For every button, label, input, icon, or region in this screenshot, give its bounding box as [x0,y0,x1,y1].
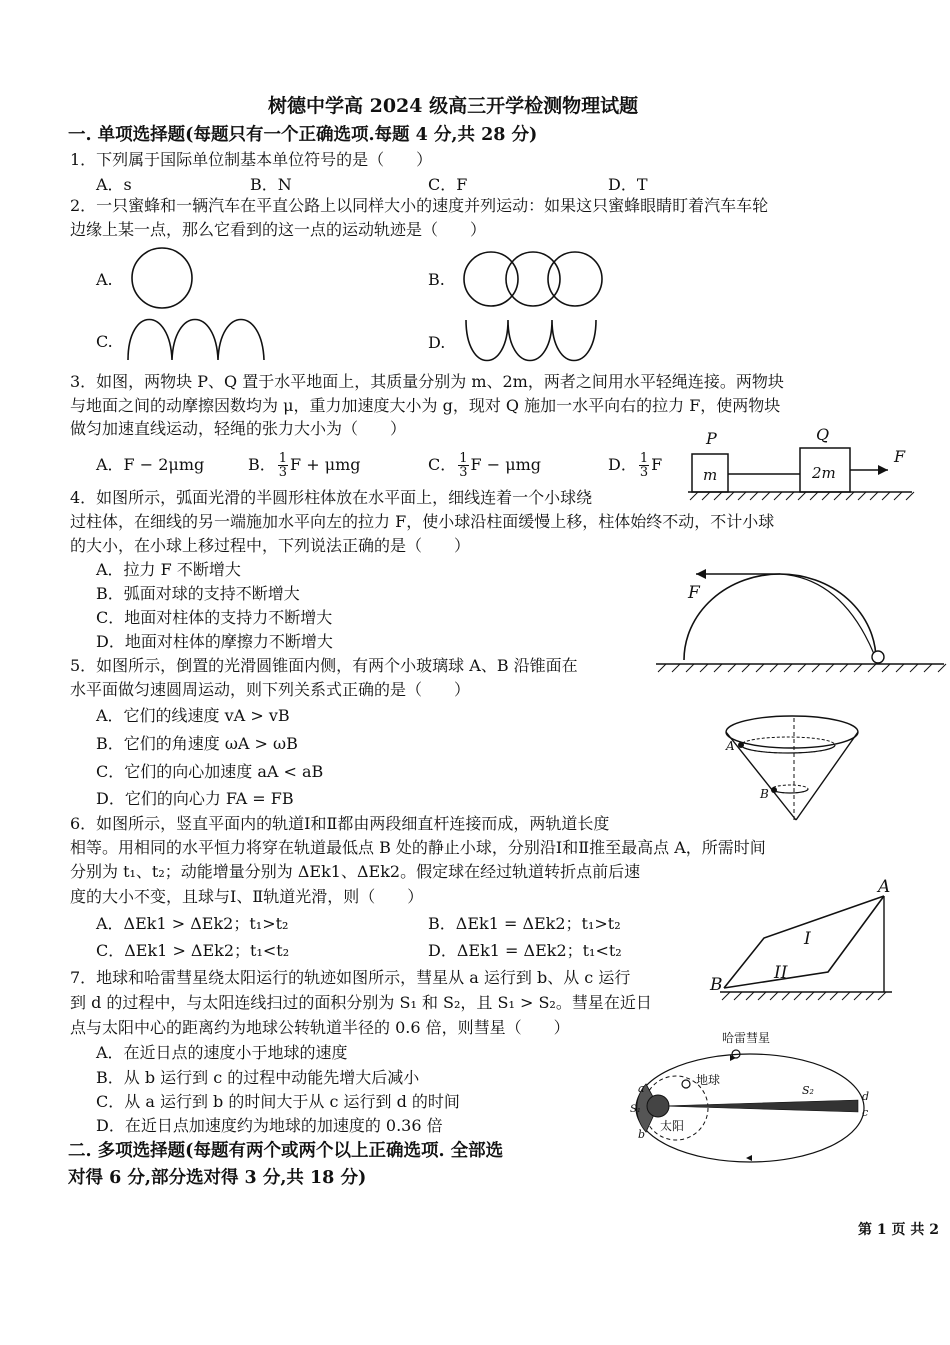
q3-option-a: A．F − 2μmg [96,455,205,474]
q5-figure-cone [716,712,866,824]
q2-option-a: A. [96,270,113,289]
q4-stem-line3: 的大小，在小球上移过程中，下列说法正确的是（ ） [70,536,471,555]
q3-figure-blocks [686,426,918,502]
q3-option-d: D． $\frac{1}{3}$ F [608,451,663,480]
q7-figure-orbits [626,1028,890,1168]
q6-label-b: B [710,975,723,995]
q3-label-q: Q [816,425,830,444]
q1-option-c: C．F [428,175,468,194]
q5-option-a: A．它们的线速度 vA > vB [96,706,290,725]
q3-stem-line1: 3．如图，两物块 P、Q 置于水平地面上，其质量分别为 m、2m，两者之间用水平轻绳连接。两物块 [70,372,784,391]
q6-label-i: I [804,929,811,949]
q7-option-c: C．从 a 运行到 b 的时间大于从 c 运行到 d 的时间 [96,1092,460,1111]
q3-label-2m: 2m [812,464,836,482]
q1-option-b: B．N [250,175,292,194]
q3-label-f: F [894,447,906,466]
q1-stem: 1．下列属于国际单位制基本单位符号的是（ ） [70,150,433,169]
q4-option-b: B．弧面对球的支持不断增大 [96,584,300,603]
q2-figure-a-circle [130,246,194,310]
q3-stem-line2: 与地面之间的动摩擦因数均为 μ，重力加速度大小为 g，现对 Q 施加一水平向右的拉力 F，使两物块 [70,396,781,415]
page-footer: 第 1 页 共 2 [858,1222,939,1238]
q4-option-a: A．拉力 F 不断增大 [96,560,241,579]
q6-stem-line4: 度的大小不变，且球与Ⅰ、Ⅱ轨道光滑，则（ ） [70,887,424,906]
q5-stem-line1: 5．如图所示，倒置的光滑圆锥面内侧，有两个小玻璃球 A、B 沿锥面在 [70,656,578,675]
q6-option-a: A．ΔEk1 > ΔEk2；t₁>t₂ [96,914,289,933]
q2-figure-c-arches [126,316,266,362]
q7-label-sun: 太阳 [660,1119,685,1133]
q2-stem-line2: 边缘上某一点，那么它看到的这一点的运动轨迹是（ ） [70,220,487,239]
q7-label-earth: 地球 [696,1073,721,1087]
q7-stem-line3: 点与太阳中心的距离约为地球公转轨道半径的 0.6 倍，则彗星（ ） [70,1018,570,1037]
q5-option-c: C．它们的向心加速度 aA < aB [96,762,324,781]
q2-figure-d-cusps [462,318,602,364]
section-2-heading-line1: 二. 多项选择题(每题有两个或两个以上正确选项. 全部选 [68,1141,504,1161]
q2-option-b: B. [428,270,445,289]
q7-label-a: a [638,1082,645,1095]
q3-option-b: B． $\frac{1}{3}$ F + μmg [248,451,361,480]
q7-option-b: B．从 b 运行到 c 的过程中动能先增大后减小 [96,1068,420,1087]
q5-option-b: B．它们的角速度 ωA > ωB [96,734,298,753]
section-2-heading-line2: 对得 6 分,部分选对得 3 分,共 18 分) [68,1168,367,1188]
q4-stem-line2: 过柱体，在细线的另一端施加水平向左的拉力 F，使小球沿柱面缓慢上移，柱体始终不动，不计小球 [70,512,775,531]
q6-option-c: C．ΔEk1 > ΔEk2；t₁<t₂ [96,941,290,960]
q5-stem-line2: 水平面做匀速圆周运动，则下列关系式正确的是（ ） [70,680,471,699]
q7-option-a: A．在近日点的速度小于地球的速度 [96,1043,348,1062]
q4-stem-line1: 4．如图所示，弧面光滑的半圆形柱体放在水平面上，细线连着一个小球绕 [70,488,593,507]
q6-option-d: D．ΔEk1 = ΔEk2；t₁<t₂ [428,941,622,960]
q7-stem-line1: 7．地球和哈雷彗星绕太阳运行的轨迹如图所示，彗星从 a 运行到 b、从 c 运行 [70,968,631,987]
q7-label-d: d [862,1090,870,1103]
q5-label-b: B [760,787,769,801]
q4-label-f: F [688,583,700,603]
q7-stem-line2: 到 d 的过程中，与太阳连线扫过的面积分别为 S₁ 和 S₂，且 S₁ > S₂。彗星在近日 [70,993,652,1012]
q6-stem-line1: 6．如图所示，竖直平面内的轨道Ⅰ和Ⅱ都由两段细直杆连接而成，两轨道长度 [70,814,610,833]
q1-option-a: A．s [96,175,132,194]
q6-figure-tracks [706,874,906,1002]
q7-label-s2: S₂ [802,1084,814,1097]
q4-figure-half-cylinder [652,558,948,676]
q6-stem-line3: 分别为 t₁、t₂；动能增量分别为 ΔEk1、ΔEk2。假定球在经过轨道转折点前后速 [70,862,641,881]
q2-stem-line1: 2．一只蜜蜂和一辆汽车在平直公路上以同样大小的速度并列运动：如果这只蜜蜂眼睛盯着汽车车轮 [70,196,769,215]
q2-figure-b-loops [462,250,604,308]
q6-label-ii: II [774,963,788,983]
q3-stem-line3: 做匀加速直线运动，轻绳的张力大小为（ ） [70,419,407,438]
q6-option-b: B．ΔEk1 = ΔEk2；t₁>t₂ [428,914,621,933]
q7-label-s1: S₁ [630,1104,641,1115]
q7-label-b: b [638,1128,646,1141]
q3-option-c: C． $\frac{1}{3}$ F − μmg [428,451,542,480]
q3-label-m: m [703,466,718,484]
page-title: 树德中学高 2024 级高三开学检测物理试题 [268,95,639,117]
q5-label-a: A [726,739,735,753]
q4-option-d: D．地面对柱体的摩擦力不断增大 [96,632,333,651]
q7-label-c: c [862,1106,869,1119]
q7-label-comet: 哈雷彗星 [722,1031,771,1045]
section-1-heading: 一. 单项选择题(每题只有一个正确选项.每题 4 分,共 28 分) [68,125,538,145]
q2-option-c: C. [96,332,113,351]
q3-label-p: P [706,429,717,448]
q5-option-d: D．它们的向心力 FA = FB [96,789,294,808]
q2-option-d: D. [428,333,446,352]
q4-option-c: C．地面对柱体的支持力不断增大 [96,608,333,627]
q7-option-d: D．在近日点加速度约为地球的加速度的 0.36 倍 [96,1116,443,1135]
q6-label-a: A [878,877,891,897]
q6-stem-line2: 相等。用相同的水平恒力将穿在轨道最低点 B 处的静止小球，分别沿Ⅰ和Ⅱ推至最高点 A，所需时间 [70,838,766,857]
q1-option-d: D．T [608,175,648,194]
